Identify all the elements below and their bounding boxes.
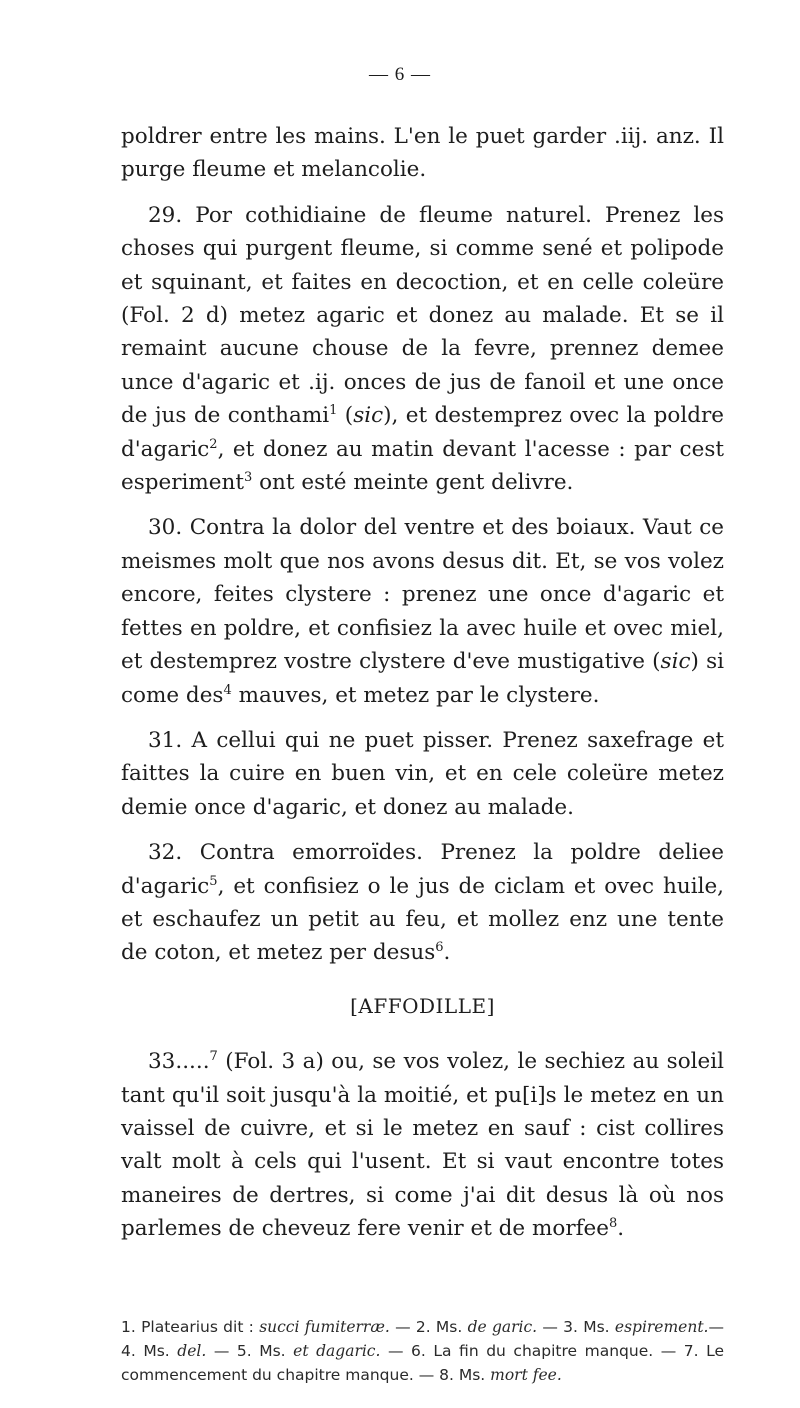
- paragraph-number: 33.....: [148, 1049, 210, 1075]
- paragraph-text: , et confisiez o le jus de ciclam et ovec huile, et eschaufez un petit au feu, et mollez enz une tente de coton, et metez per desus: [121, 873, 724, 966]
- continuation-text: poldrer entre les mains. L'en le puet garder .iij. anz. Il purge fleume et melancolie.: [121, 124, 724, 183]
- footnote-italic: succi fumiterræ.: [259, 1318, 390, 1336]
- paragraph-text: ) si come des: [121, 649, 724, 708]
- paragraph-text: ), et destemprez ovec la poldre d'agaric: [121, 403, 724, 462]
- paragraph-text: ont esté meinte gent delivre.: [252, 470, 574, 496]
- paragraph-text: , et donez au matin devant l'acesse : par cest esperiment: [121, 436, 724, 496]
- paragraph-number: 29.: [148, 202, 183, 228]
- body-text: [121, 120, 724, 1246]
- paragraph-text: .: [443, 940, 451, 966]
- footnote-italic: de garic.: [467, 1318, 538, 1336]
- section-heading: [AFFODILLE]: [350, 993, 495, 1018]
- paragraph-number: 31.: [148, 727, 183, 753]
- footnote-ref: 8: [609, 1216, 618, 1232]
- footnote-text: — 3. Ms.: [537, 1318, 615, 1336]
- footnotes: [121, 1315, 724, 1387]
- paragraph-text: A cellui qui ne puet pisser. Prenez saxefrage et faittes la cuire en buen vin, et en cele coleüre metez demie once d'agaric, et donez au malade.: [121, 727, 724, 820]
- footnote-ref: 3: [244, 469, 253, 485]
- footnote-italic: espirement.: [614, 1318, 709, 1336]
- footnote-italic: del.: [177, 1342, 207, 1360]
- paragraph-number: 32.: [148, 840, 183, 866]
- paragraph-31: [121, 724, 724, 824]
- paragraph-text: (: [337, 403, 354, 429]
- paragraph-32: [121, 836, 724, 970]
- footnote-ref: 7: [209, 1049, 218, 1064]
- page-number: — 6 —: [369, 64, 431, 85]
- paragraph-text: .: [617, 1216, 625, 1242]
- paragraph-number: 30.: [148, 515, 183, 541]
- paragraph-33: [121, 1045, 724, 1245]
- sic-mark: sic: [660, 649, 691, 675]
- footnote-ref: 2: [209, 436, 218, 452]
- footnote-ref: 5: [209, 873, 218, 889]
- paragraph-text: (Fol. 3 a) ou, se vos volez, le sechiez au soleil tant qu'il soit jusqu'à la moitié, et pu[i]s le metez en un vaissel de cuivre, et si le metez en sauf : cist collires valt molt à cels qui l'usent. Et si vaut encontre totes maneires de dertres, si come j'ai dit desus là où nos parlemes de cheveuz fere venir et de morfee: [121, 1049, 724, 1242]
- paragraph-text: Contra emorroïdes. Prenez la poldre deliee d'agaric: [121, 840, 724, 899]
- footnote-text: — 2. Ms.: [389, 1318, 468, 1336]
- footnote-ref: 6: [435, 940, 444, 956]
- footnote-text: — 6. La fin du chapitre manque. — 7. Le commencement du chapitre manque. — 8. Ms.: [121, 1342, 725, 1384]
- footnote-text: — 4. Ms.: [121, 1318, 724, 1360]
- paragraph-30: [121, 511, 724, 711]
- footnote-text: 1. Platearius dit :: [121, 1318, 260, 1336]
- footnote-italic: et dagaric.: [293, 1342, 381, 1360]
- paragraph-text: mauves, et metez par le clystere.: [231, 682, 600, 708]
- continuation-paragraph: [121, 120, 724, 187]
- footnote-italic: mort fee.: [490, 1366, 562, 1384]
- paragraph-29: [121, 199, 724, 500]
- footnote-text: — 5. Ms.: [206, 1342, 294, 1360]
- sic-mark: sic: [353, 403, 384, 429]
- paragraph-text: Por cothidiaine de fleume naturel. Prenez les choses qui purgent fleume, si comme sené et polipode et squinant, et faites en decoction, et en celle coleüre (Fol. 2 d) metez agaric et donez au malade. Et se il remaint aucune chouse de la fevre, prennez demee unce d'agaric et .ij. onces de jus de fanoil et une once de jus de conthami: [121, 202, 724, 429]
- paragraph-text: Contra la dolor del ventre et des boiaux. Vaut ce meismes molt que nos avons desus dit. Et, se vos volez encore, feites clystere : prenez une once d'agaric et fettes en poldre, et confisiez la avec huile et ovec miel, et destemprez vostre clystere d'eve mustigative (: [121, 515, 725, 675]
- footnote-ref: 1: [329, 403, 338, 419]
- footnote-ref: 4: [223, 682, 232, 698]
